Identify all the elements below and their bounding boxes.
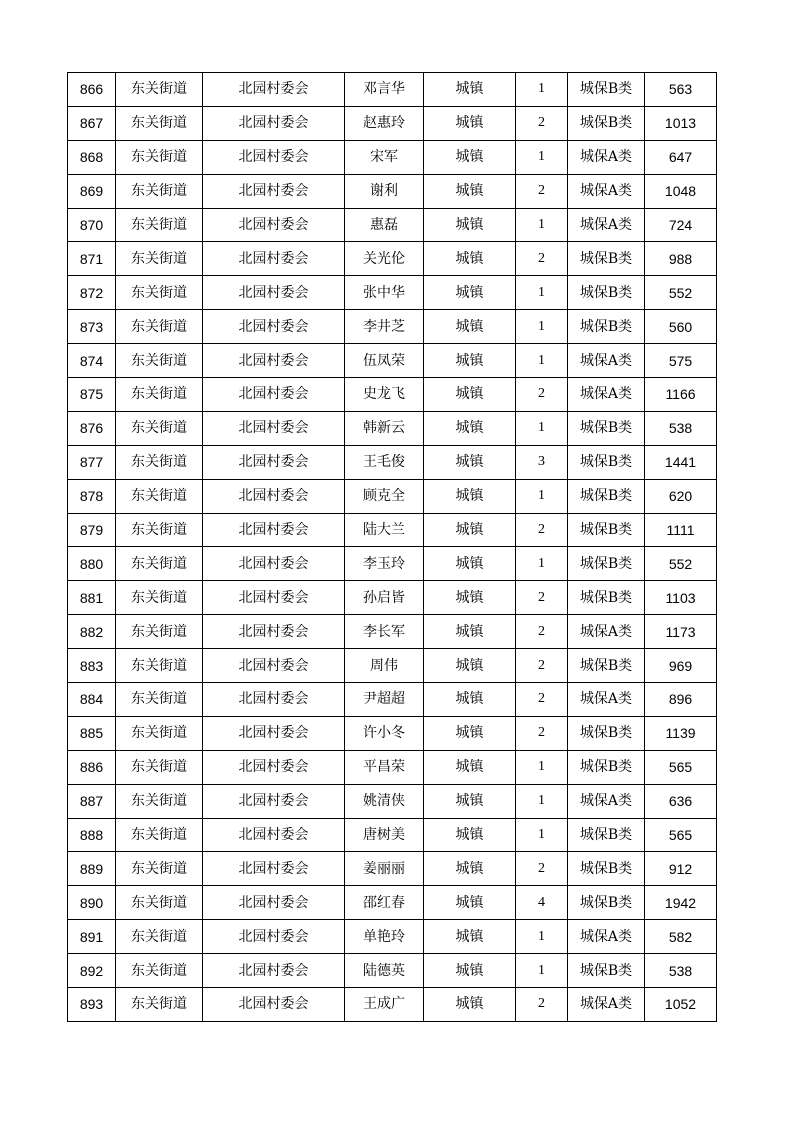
cell-person-count: 2 — [516, 649, 568, 683]
cell-person-count: 1 — [516, 479, 568, 513]
table-row — [68, 378, 717, 412]
table-row — [68, 886, 717, 920]
cell-village-committee: 北园村委会 — [203, 818, 345, 852]
cell-street: 东关街道 — [116, 411, 203, 445]
table-row — [68, 106, 717, 140]
table-row — [68, 920, 717, 954]
cell-amount: 552 — [645, 547, 717, 581]
cell-serial-number: 891 — [68, 920, 116, 954]
cell-village-committee: 北园村委会 — [203, 479, 345, 513]
table-row — [68, 988, 717, 1022]
cell-person-count: 1 — [516, 750, 568, 784]
table-row — [68, 852, 717, 886]
cell-household-type: 城镇 — [424, 852, 516, 886]
cell-street: 东关街道 — [116, 378, 203, 412]
cell-amount: 647 — [645, 140, 717, 174]
cell-category: 城保B类 — [568, 750, 645, 784]
cell-serial-number: 878 — [68, 479, 116, 513]
cell-person-name: 李井芝 — [345, 310, 424, 344]
cell-person-name: 陆德英 — [345, 954, 424, 988]
cell-serial-number: 885 — [68, 716, 116, 750]
cell-household-type: 城镇 — [424, 208, 516, 242]
cell-category: 城保A类 — [568, 784, 645, 818]
cell-street: 东关街道 — [116, 479, 203, 513]
cell-category: 城保B类 — [568, 106, 645, 140]
cell-serial-number: 868 — [68, 140, 116, 174]
cell-household-type: 城镇 — [424, 106, 516, 140]
cell-person-name: 李长军 — [345, 615, 424, 649]
cell-category: 城保B类 — [568, 581, 645, 615]
cell-person-name: 单艳玲 — [345, 920, 424, 954]
cell-person-count: 1 — [516, 818, 568, 852]
cell-person-count: 1 — [516, 276, 568, 310]
cell-household-type: 城镇 — [424, 140, 516, 174]
cell-household-type: 城镇 — [424, 920, 516, 954]
cell-amount: 582 — [645, 920, 717, 954]
cell-street: 东关街道 — [116, 445, 203, 479]
cell-serial-number: 874 — [68, 344, 116, 378]
table-row — [68, 344, 717, 378]
table-row — [68, 479, 717, 513]
cell-person-name: 孙启皆 — [345, 581, 424, 615]
cell-person-count: 4 — [516, 886, 568, 920]
cell-amount: 565 — [645, 818, 717, 852]
cell-person-name: 史龙飞 — [345, 378, 424, 412]
cell-household-type: 城镇 — [424, 445, 516, 479]
cell-category: 城保A类 — [568, 174, 645, 208]
cell-category: 城保B类 — [568, 852, 645, 886]
cell-serial-number: 870 — [68, 208, 116, 242]
cell-person-count: 2 — [516, 615, 568, 649]
cell-amount: 560 — [645, 310, 717, 344]
cell-category: 城保A类 — [568, 683, 645, 717]
cell-person-count: 1 — [516, 140, 568, 174]
cell-household-type: 城镇 — [424, 581, 516, 615]
cell-village-committee: 北园村委会 — [203, 411, 345, 445]
cell-village-committee: 北园村委会 — [203, 547, 345, 581]
cell-serial-number: 879 — [68, 513, 116, 547]
cell-person-count: 3 — [516, 445, 568, 479]
cell-person-name: 周伟 — [345, 649, 424, 683]
cell-street: 东关街道 — [116, 649, 203, 683]
cell-person-count: 1 — [516, 208, 568, 242]
cell-street: 东关街道 — [116, 208, 203, 242]
cell-amount: 538 — [645, 411, 717, 445]
table-row — [68, 649, 717, 683]
cell-serial-number: 880 — [68, 547, 116, 581]
table-row — [68, 547, 717, 581]
cell-village-committee: 北园村委会 — [203, 920, 345, 954]
cell-street: 东关街道 — [116, 852, 203, 886]
cell-street: 东关街道 — [116, 954, 203, 988]
cell-person-count: 1 — [516, 411, 568, 445]
cell-amount: 565 — [645, 750, 717, 784]
cell-person-count: 1 — [516, 310, 568, 344]
cell-amount: 1166 — [645, 378, 717, 412]
cell-village-committee: 北园村委会 — [203, 784, 345, 818]
table-row — [68, 140, 717, 174]
cell-serial-number: 881 — [68, 581, 116, 615]
cell-serial-number: 893 — [68, 988, 116, 1022]
cell-serial-number: 888 — [68, 818, 116, 852]
cell-amount: 620 — [645, 479, 717, 513]
table-row — [68, 411, 717, 445]
cell-amount: 636 — [645, 784, 717, 818]
cell-household-type: 城镇 — [424, 615, 516, 649]
table-row — [68, 954, 717, 988]
cell-amount: 1441 — [645, 445, 717, 479]
cell-street: 东关街道 — [116, 140, 203, 174]
cell-household-type: 城镇 — [424, 547, 516, 581]
cell-household-type: 城镇 — [424, 242, 516, 276]
cell-person-name: 伍凤荣 — [345, 344, 424, 378]
cell-category: 城保A类 — [568, 615, 645, 649]
cell-person-count: 2 — [516, 852, 568, 886]
cell-person-name: 惠磊 — [345, 208, 424, 242]
cell-household-type: 城镇 — [424, 513, 516, 547]
cell-amount: 575 — [645, 344, 717, 378]
table-row — [68, 581, 717, 615]
cell-person-count: 2 — [516, 581, 568, 615]
cell-village-committee: 北园村委会 — [203, 106, 345, 140]
cell-person-name: 尹超超 — [345, 683, 424, 717]
cell-amount: 1103 — [645, 581, 717, 615]
cell-village-committee: 北园村委会 — [203, 445, 345, 479]
cell-serial-number: 872 — [68, 276, 116, 310]
cell-person-name: 唐树美 — [345, 818, 424, 852]
cell-person-count: 1 — [516, 547, 568, 581]
cell-amount: 1173 — [645, 615, 717, 649]
table-row — [68, 513, 717, 547]
cell-person-count: 2 — [516, 513, 568, 547]
cell-person-name: 邓言华 — [345, 73, 424, 107]
cell-street: 东关街道 — [116, 174, 203, 208]
cell-village-committee: 北园村委会 — [203, 750, 345, 784]
cell-household-type: 城镇 — [424, 683, 516, 717]
cell-amount: 1052 — [645, 988, 717, 1022]
cell-street: 东关街道 — [116, 513, 203, 547]
cell-amount: 988 — [645, 242, 717, 276]
cell-category: 城保B类 — [568, 411, 645, 445]
table-row — [68, 73, 717, 107]
table-row — [68, 310, 717, 344]
cell-street: 东关街道 — [116, 615, 203, 649]
cell-person-count: 1 — [516, 73, 568, 107]
cell-amount: 1048 — [645, 174, 717, 208]
cell-amount: 563 — [645, 73, 717, 107]
cell-category: 城保A类 — [568, 920, 645, 954]
table-row — [68, 276, 717, 310]
cell-household-type: 城镇 — [424, 818, 516, 852]
cell-category: 城保B类 — [568, 886, 645, 920]
cell-village-committee: 北园村委会 — [203, 954, 345, 988]
cell-person-count: 1 — [516, 954, 568, 988]
cell-person-name: 赵惠玲 — [345, 106, 424, 140]
cell-household-type: 城镇 — [424, 344, 516, 378]
cell-serial-number: 892 — [68, 954, 116, 988]
cell-household-type: 城镇 — [424, 886, 516, 920]
cell-category: 城保B类 — [568, 73, 645, 107]
cell-person-count: 2 — [516, 716, 568, 750]
cell-serial-number: 884 — [68, 683, 116, 717]
cell-household-type: 城镇 — [424, 174, 516, 208]
cell-category: 城保A类 — [568, 378, 645, 412]
cell-serial-number: 883 — [68, 649, 116, 683]
cell-person-count: 2 — [516, 378, 568, 412]
cell-person-name: 姜丽丽 — [345, 852, 424, 886]
cell-person-count: 1 — [516, 784, 568, 818]
cell-person-name: 王毛俊 — [345, 445, 424, 479]
cell-person-count: 1 — [516, 920, 568, 954]
cell-category: 城保A类 — [568, 988, 645, 1022]
cell-village-committee: 北园村委会 — [203, 988, 345, 1022]
table-row — [68, 445, 717, 479]
cell-street: 东关街道 — [116, 344, 203, 378]
cell-serial-number: 889 — [68, 852, 116, 886]
cell-household-type: 城镇 — [424, 378, 516, 412]
cell-street: 东关街道 — [116, 818, 203, 852]
cell-household-type: 城镇 — [424, 784, 516, 818]
cell-person-count: 2 — [516, 242, 568, 276]
cell-person-count: 1 — [516, 344, 568, 378]
cell-person-name: 平昌荣 — [345, 750, 424, 784]
cell-street: 东关街道 — [116, 784, 203, 818]
cell-person-count: 2 — [516, 988, 568, 1022]
cell-serial-number: 867 — [68, 106, 116, 140]
cell-serial-number: 876 — [68, 411, 116, 445]
cell-street: 东关街道 — [116, 276, 203, 310]
cell-person-count: 2 — [516, 683, 568, 717]
cell-village-committee: 北园村委会 — [203, 852, 345, 886]
table-row — [68, 716, 717, 750]
cell-person-name: 宋军 — [345, 140, 424, 174]
cell-street: 东关街道 — [116, 716, 203, 750]
cell-household-type: 城镇 — [424, 411, 516, 445]
cell-amount: 1139 — [645, 716, 717, 750]
cell-person-name: 陆大兰 — [345, 513, 424, 547]
cell-serial-number: 887 — [68, 784, 116, 818]
cell-village-committee: 北园村委会 — [203, 174, 345, 208]
cell-village-committee: 北园村委会 — [203, 310, 345, 344]
roster-table — [67, 72, 717, 1022]
cell-village-committee: 北园村委会 — [203, 886, 345, 920]
cell-village-committee: 北园村委会 — [203, 581, 345, 615]
cell-village-committee: 北园村委会 — [203, 683, 345, 717]
cell-category: 城保B类 — [568, 479, 645, 513]
cell-amount: 1013 — [645, 106, 717, 140]
cell-person-count: 2 — [516, 174, 568, 208]
cell-village-committee: 北园村委会 — [203, 276, 345, 310]
cell-village-committee: 北园村委会 — [203, 140, 345, 174]
cell-person-name: 张中华 — [345, 276, 424, 310]
cell-serial-number: 869 — [68, 174, 116, 208]
cell-household-type: 城镇 — [424, 73, 516, 107]
cell-person-name: 姚清侠 — [345, 784, 424, 818]
cell-serial-number: 882 — [68, 615, 116, 649]
cell-street: 东关街道 — [116, 310, 203, 344]
cell-village-committee: 北园村委会 — [203, 513, 345, 547]
cell-village-committee: 北园村委会 — [203, 242, 345, 276]
table-row — [68, 784, 717, 818]
cell-serial-number: 873 — [68, 310, 116, 344]
cell-amount: 896 — [645, 683, 717, 717]
cell-street: 东关街道 — [116, 547, 203, 581]
cell-category: 城保B类 — [568, 445, 645, 479]
cell-serial-number: 866 — [68, 73, 116, 107]
cell-household-type: 城镇 — [424, 750, 516, 784]
cell-category: 城保A类 — [568, 344, 645, 378]
cell-person-name: 韩新云 — [345, 411, 424, 445]
cell-street: 东关街道 — [116, 920, 203, 954]
cell-street: 东关街道 — [116, 886, 203, 920]
cell-street: 东关街道 — [116, 242, 203, 276]
cell-village-committee: 北园村委会 — [203, 378, 345, 412]
cell-household-type: 城镇 — [424, 954, 516, 988]
cell-person-name: 李玉玲 — [345, 547, 424, 581]
cell-household-type: 城镇 — [424, 310, 516, 344]
cell-amount: 969 — [645, 649, 717, 683]
cell-street: 东关街道 — [116, 581, 203, 615]
cell-category: 城保A类 — [568, 208, 645, 242]
cell-household-type: 城镇 — [424, 988, 516, 1022]
cell-household-type: 城镇 — [424, 479, 516, 513]
cell-serial-number: 890 — [68, 886, 116, 920]
cell-amount: 538 — [645, 954, 717, 988]
cell-category: 城保B类 — [568, 276, 645, 310]
cell-street: 东关街道 — [116, 750, 203, 784]
cell-household-type: 城镇 — [424, 649, 516, 683]
cell-serial-number: 871 — [68, 242, 116, 276]
cell-serial-number: 886 — [68, 750, 116, 784]
cell-person-name: 邵红春 — [345, 886, 424, 920]
cell-amount: 1942 — [645, 886, 717, 920]
cell-village-committee: 北园村委会 — [203, 649, 345, 683]
cell-amount: 912 — [645, 852, 717, 886]
table-row — [68, 615, 717, 649]
cell-category: 城保B类 — [568, 310, 645, 344]
cell-amount: 552 — [645, 276, 717, 310]
cell-category: 城保B类 — [568, 716, 645, 750]
cell-category: 城保B类 — [568, 547, 645, 581]
cell-street: 东关街道 — [116, 683, 203, 717]
cell-household-type: 城镇 — [424, 276, 516, 310]
cell-category: 城保B类 — [568, 649, 645, 683]
roster-body — [68, 73, 717, 1022]
cell-person-name: 关光伦 — [345, 242, 424, 276]
cell-village-committee: 北园村委会 — [203, 615, 345, 649]
table-row — [68, 208, 717, 242]
cell-village-committee: 北园村委会 — [203, 716, 345, 750]
table-row — [68, 818, 717, 852]
cell-serial-number: 877 — [68, 445, 116, 479]
table-row — [68, 750, 717, 784]
cell-village-committee: 北园村委会 — [203, 208, 345, 242]
cell-street: 东关街道 — [116, 106, 203, 140]
cell-category: 城保B类 — [568, 818, 645, 852]
cell-person-count: 2 — [516, 106, 568, 140]
cell-amount: 1111 — [645, 513, 717, 547]
cell-person-name: 顾克全 — [345, 479, 424, 513]
table-row — [68, 174, 717, 208]
cell-category: 城保B类 — [568, 954, 645, 988]
cell-village-committee: 北园村委会 — [203, 73, 345, 107]
table-row — [68, 683, 717, 717]
cell-category: 城保B类 — [568, 513, 645, 547]
table-row — [68, 242, 717, 276]
cell-street: 东关街道 — [116, 988, 203, 1022]
cell-person-name: 王成广 — [345, 988, 424, 1022]
cell-village-committee: 北园村委会 — [203, 344, 345, 378]
cell-person-name: 许小冬 — [345, 716, 424, 750]
cell-household-type: 城镇 — [424, 716, 516, 750]
cell-serial-number: 875 — [68, 378, 116, 412]
cell-person-name: 谢利 — [345, 174, 424, 208]
cell-category: 城保B类 — [568, 242, 645, 276]
cell-street: 东关街道 — [116, 73, 203, 107]
cell-amount: 724 — [645, 208, 717, 242]
cell-category: 城保A类 — [568, 140, 645, 174]
